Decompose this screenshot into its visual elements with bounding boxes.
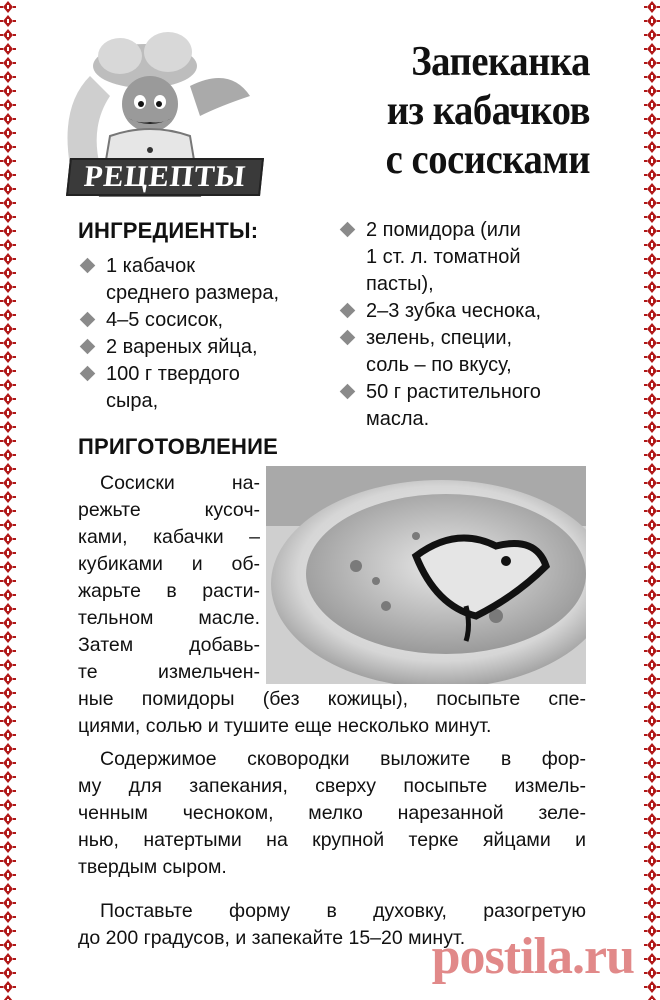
title-line: Запеканка xyxy=(411,39,590,85)
ingredients-list-left xyxy=(80,253,330,415)
ingredient-item: 2 вареных яйца, xyxy=(80,334,330,361)
title-line: из кабачков xyxy=(386,88,590,134)
recipe-title xyxy=(296,38,590,185)
ornament-border-left xyxy=(0,0,16,1000)
dish-photo xyxy=(266,466,586,684)
method-paragraph-1: Сосиски на- режьте кусоч- ками, кабачки – кубиками и об- жарьте в расти- тельном масле. Затем добавь- те измельчен- xyxy=(78,472,260,683)
diamond-bullet-icon xyxy=(80,366,96,382)
diamond-bullet-icon xyxy=(340,222,356,238)
method-paragraph-1-continued: ные помидоры (без кожицы), посыпьте спе- циями, солью и тушите еще несколько минут. xyxy=(78,688,586,737)
method-paragraph-3: Поставьте форму в духовку, разогретую до 200 градусов, и запекайте 15–20 минут. xyxy=(78,900,586,949)
ornament-border-right xyxy=(644,0,660,1000)
ingredients-heading: ИНГРЕДИЕНТЫ: xyxy=(78,218,259,243)
diamond-bullet-icon xyxy=(340,330,356,346)
diamond-bullet-icon xyxy=(340,303,356,319)
ingredients-list-right xyxy=(340,217,600,433)
recipes-badge: РЕЦЕПТЫ xyxy=(66,158,264,196)
title-line: с сосисками xyxy=(385,137,590,183)
ingredient-item: 50 г растительного масла. xyxy=(340,379,600,433)
method-heading: ПРИГОТОВЛЕНИЕ xyxy=(78,434,279,459)
ingredient-item: 2 помидора (или 1 ст. л. томатной пасты), xyxy=(340,217,600,298)
watermark: postila.ru xyxy=(431,928,634,985)
ingredient-item: 2–3 зубка чеснока, xyxy=(340,298,600,325)
diamond-bullet-icon xyxy=(80,312,96,328)
diamond-bullet-icon xyxy=(340,384,356,400)
diamond-bullet-icon xyxy=(80,339,96,355)
ingredient-item: 100 г твердого сыра, xyxy=(80,361,330,415)
ingredient-item: 1 кабачок среднего размера, xyxy=(80,253,330,307)
diamond-bullet-icon xyxy=(80,258,96,274)
ingredient-item: зелень, специи, соль – по вкусу, xyxy=(340,325,600,379)
ingredient-item: 4–5 сосисок, xyxy=(80,307,330,334)
method-paragraph-2: Содержимое сковородки выложите в фор- му для запекания, сверху посыпьте измель- ченным чесноком, мелко нарезанной зеле- нью, натертыми на крупной терке яйцами и твердым сыром. xyxy=(78,748,586,878)
